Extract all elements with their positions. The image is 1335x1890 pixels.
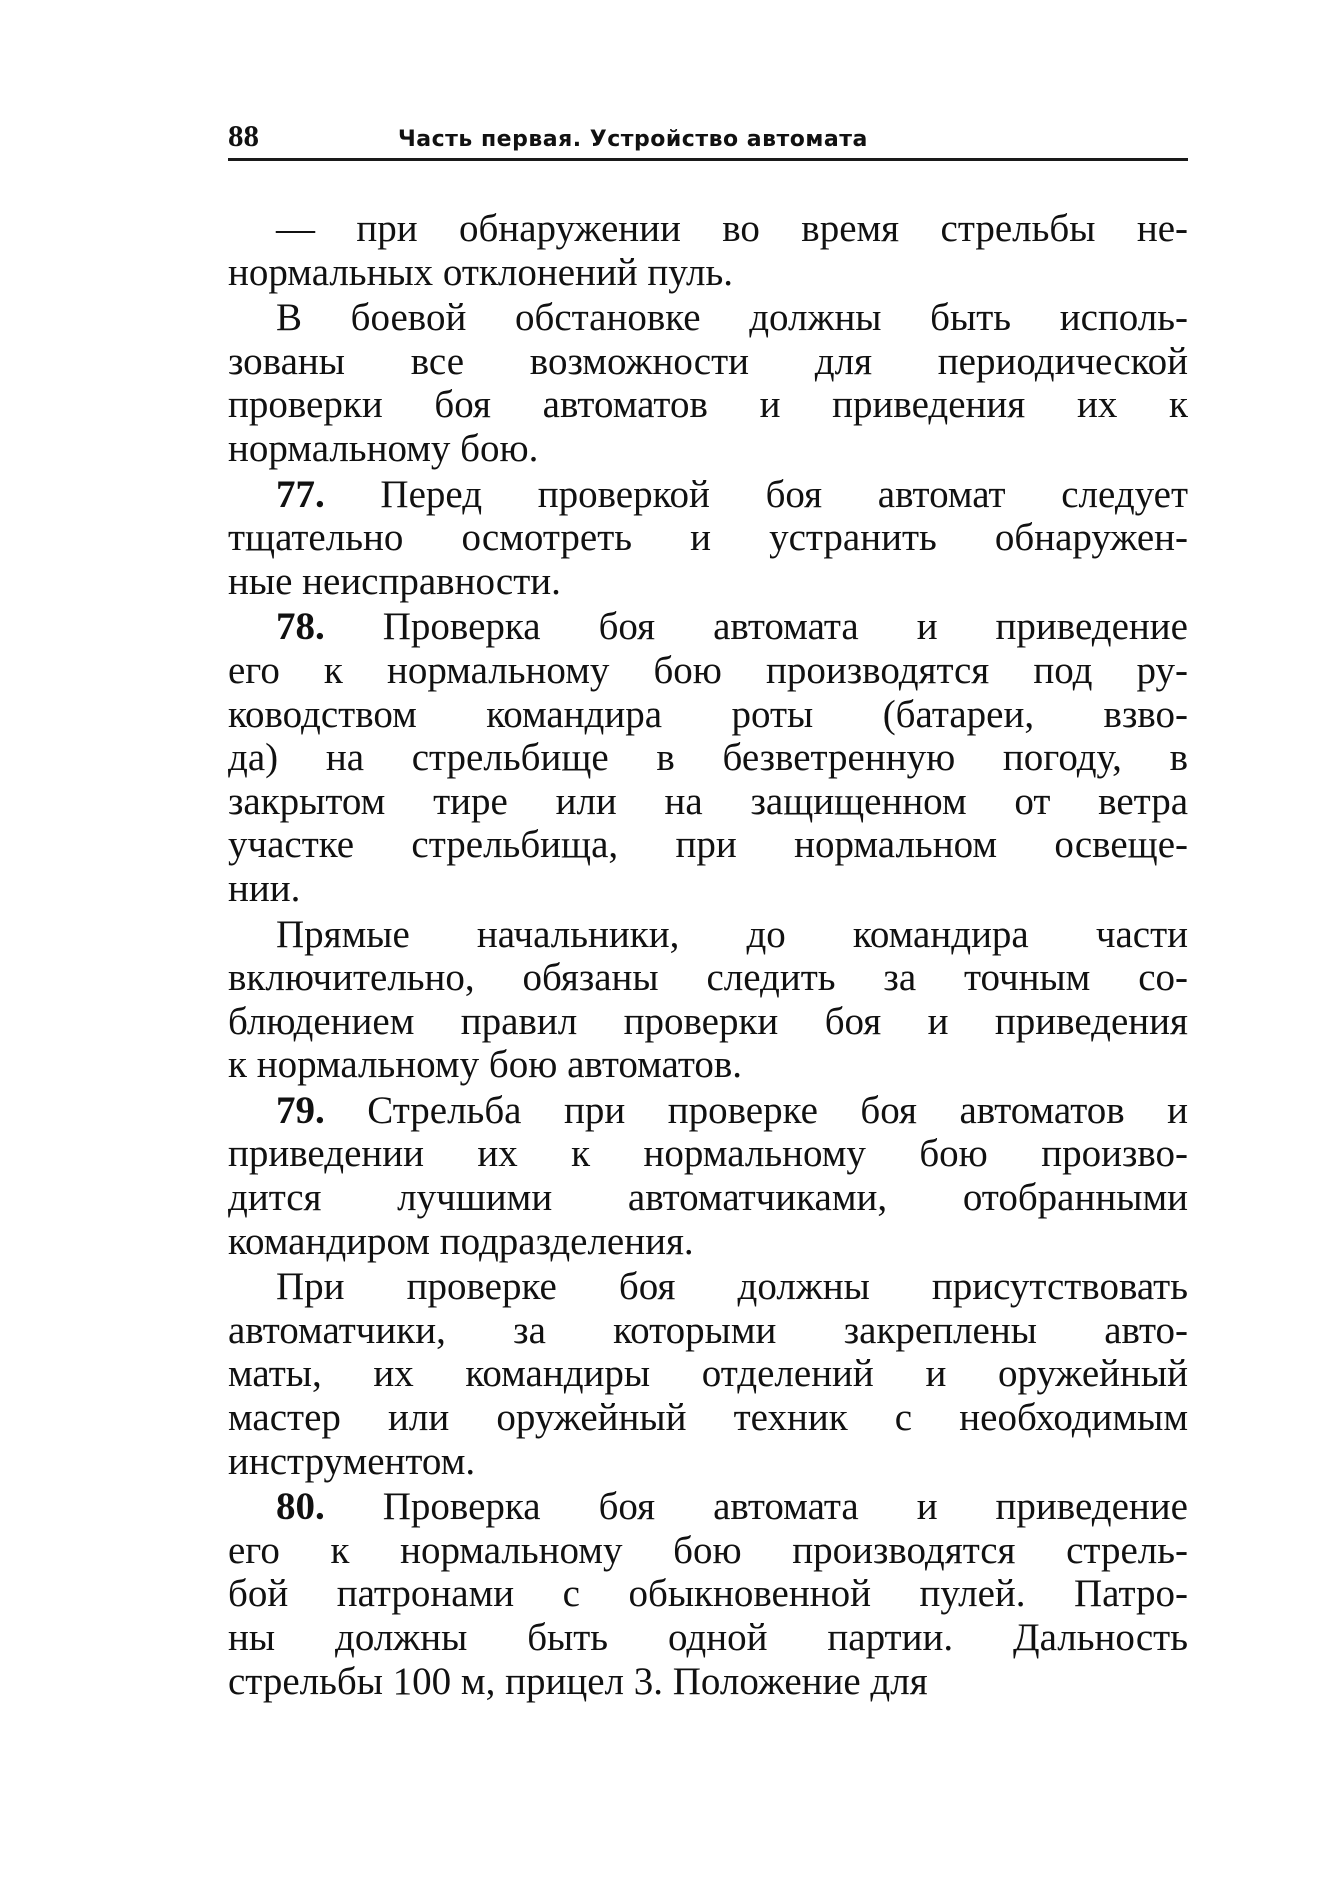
text-line: Прямые начальники, до командира части (276, 912, 1188, 956)
text-line: инструментом. (228, 1439, 476, 1483)
paragraph-number: 79. (276, 1088, 325, 1132)
text-line: его к нормальному бою производятся под ру- (228, 648, 1188, 692)
line-text: Проверка боя автомата и приведение (382, 1485, 1188, 1529)
paragraph-number: 80. (276, 1485, 325, 1529)
text-line: командиром подразделения. (228, 1219, 694, 1263)
text-line (228, 605, 1188, 649)
running-head (228, 118, 1188, 153)
text-line: его к нормальному бою производятся стрель- (228, 1528, 1188, 1572)
text-line (228, 473, 1188, 517)
paragraph (228, 296, 1188, 470)
numbered-paragraph (228, 1089, 1188, 1263)
text-line: нии. (228, 866, 301, 910)
line-text: Проверка боя автомата и приведение (382, 605, 1188, 649)
numbered-paragraph (228, 1485, 1188, 1703)
text-line: зованы все возможности для периодической (228, 339, 1188, 383)
numbered-paragraph (228, 605, 1188, 910)
text-line: бой патронами с обыкновенной пулей. Патро- (228, 1572, 1188, 1616)
text-line: В боевой обстановке должны быть исполь- (276, 296, 1188, 340)
numbered-paragraph (228, 473, 1188, 604)
text-line: блюдением правил проверки боя и приведения (228, 999, 1188, 1043)
text-line: нормальных отклонений пуль. (228, 250, 734, 294)
text-line: включительно, обязаны следить за точным со- (228, 956, 1188, 1000)
text-line: приведении их к нормальному бою произво- (228, 1132, 1188, 1176)
text-line: ные неисправности. (228, 559, 561, 603)
paragraph-number: 78. (276, 605, 325, 649)
text-line (228, 1089, 1188, 1133)
page-number: 88 (228, 118, 259, 153)
text-line: участке стрельбища, при нормальном освеще- (228, 823, 1188, 867)
text-line: стрельбы 100 м, прицел 3. Положение для (228, 1659, 928, 1703)
line-text: Перед проверкой боя автомат следует (380, 472, 1189, 516)
text-line: мастер или оружейный техник с необходимым (228, 1396, 1188, 1440)
header-rule (228, 158, 1188, 161)
text-line: нормальному бою. (228, 426, 539, 470)
text-line: дится лучшими автоматчиками, отобранными (228, 1176, 1188, 1220)
paragraph (228, 913, 1188, 1087)
body-text (228, 207, 1188, 1703)
text-line: — при обнаружении во время стрельбы не- (276, 207, 1188, 250)
text-line: проверки боя автоматов и приведения их к (228, 383, 1188, 427)
text-line: тщательно осмотреть и устранить обнаружен- (228, 516, 1188, 560)
text-line: ководством командира роты (батареи, взво- (228, 692, 1188, 736)
paragraph (228, 1265, 1188, 1483)
paragraph-number: 77. (276, 472, 325, 516)
text-line: маты, их командиры отделений и оружейный (228, 1352, 1188, 1396)
text-line: да) на стрельбище в безветренную погоду, в (228, 736, 1188, 780)
paragraph (228, 207, 1188, 294)
book-page (228, 118, 1188, 1705)
text-line: автоматчики, за которыми закреплены авто- (228, 1308, 1188, 1352)
running-title: Часть первая. Устройство автомата (398, 127, 868, 152)
text-line: закрытом тире или на защищенном от ветра (228, 779, 1188, 823)
text-line: При проверке боя должны присутствовать (276, 1265, 1188, 1309)
text-line: к нормальному бою автоматов. (228, 1043, 743, 1087)
text-line (228, 1485, 1188, 1529)
line-text: Стрельба при проверке боя автоматов и (367, 1088, 1189, 1132)
text-line: ны должны быть одной партии. Дальность (228, 1616, 1188, 1659)
